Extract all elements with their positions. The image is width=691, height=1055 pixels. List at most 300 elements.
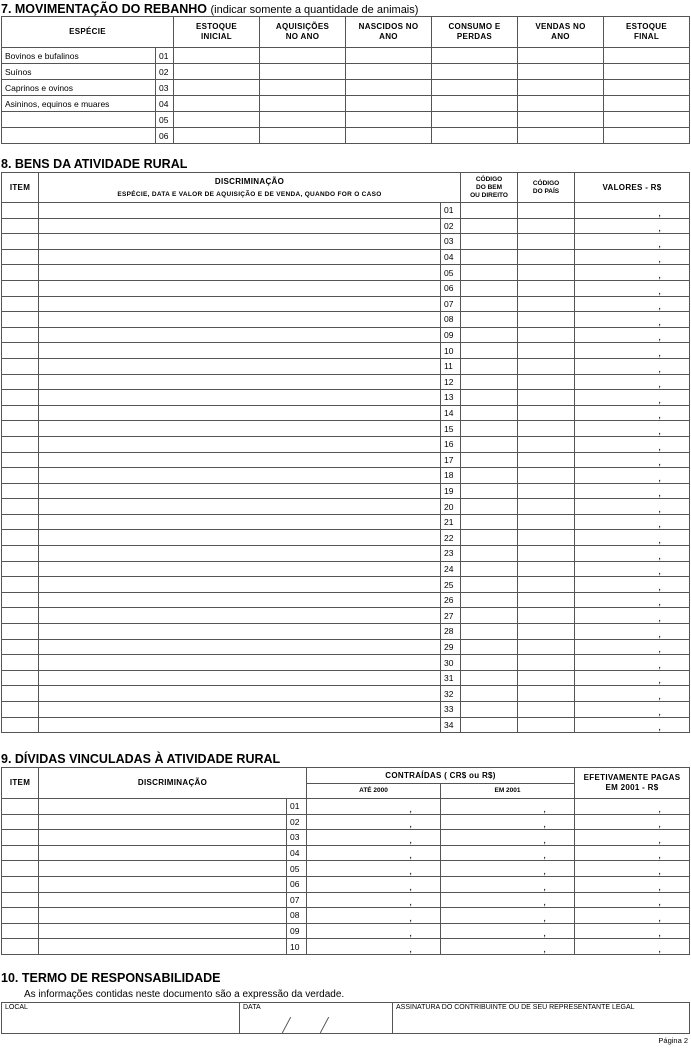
bens-item-cell[interactable] — [2, 561, 39, 577]
bens-valor-cell[interactable]: , — [575, 343, 690, 359]
bens-item-cell[interactable] — [2, 296, 39, 312]
bens-discriminacao-cell[interactable] — [39, 717, 441, 733]
bens-valor-cell[interactable]: , — [575, 717, 690, 733]
bens-item-cell[interactable] — [2, 483, 39, 499]
dividas-row — [2, 861, 690, 877]
bens-valor-cell[interactable]: , — [575, 203, 690, 219]
bens-codigo-bem-cell[interactable] — [461, 655, 518, 671]
dividas-pagas-cell[interactable]: , — [575, 939, 690, 955]
bens-discriminacao-cell[interactable] — [39, 234, 441, 250]
bens-codigo-pais-cell[interactable] — [518, 249, 575, 265]
rebanho-input-cell[interactable] — [432, 48, 518, 64]
bens-codigo-bem-cell[interactable] — [461, 218, 518, 234]
bens-codigo-bem-cell[interactable] — [461, 702, 518, 718]
bens-discriminacao-cell[interactable] — [39, 374, 441, 390]
dividas-discriminacao-cell[interactable] — [39, 908, 287, 924]
dividas-ate2000-cell[interactable]: , — [307, 799, 441, 815]
dividas-item-cell[interactable] — [2, 908, 39, 924]
bens-valor-cell[interactable]: , — [575, 452, 690, 468]
bens-codigo-pais-cell[interactable] — [518, 343, 575, 359]
rebanho-input-cell[interactable] — [174, 112, 260, 128]
dividas-em2001-cell[interactable]: , — [441, 861, 575, 877]
bens-row-number: 10 — [441, 343, 461, 359]
bens-codigo-bem-cell[interactable] — [461, 577, 518, 593]
dividas-em2001-cell[interactable]: , — [441, 923, 575, 939]
bens-item-cell[interactable] — [2, 670, 39, 686]
bens-codigo-pais-cell[interactable] — [518, 203, 575, 219]
bens-codigo-bem-cell[interactable] — [461, 468, 518, 484]
bens-item-cell[interactable] — [2, 405, 39, 421]
bens-item-cell[interactable] — [2, 421, 39, 437]
bens-codigo-pais-cell[interactable] — [518, 436, 575, 452]
bens-codigo-pais-cell[interactable] — [518, 717, 575, 733]
dividas-em2001-cell[interactable]: , — [441, 830, 575, 846]
dividas-row-number: 09 — [287, 923, 307, 939]
bens-codigo-bem-cell[interactable] — [461, 624, 518, 640]
bens-valor-cell[interactable]: , — [575, 561, 690, 577]
dividas-item-cell[interactable] — [2, 876, 39, 892]
dividas-header-discriminacao: DISCRIMINAÇÃO — [39, 768, 307, 799]
bens-discriminacao-cell[interactable] — [39, 468, 441, 484]
dividas-ate2000-cell[interactable]: , — [307, 814, 441, 830]
dividas-pagas-cell[interactable]: , — [575, 814, 690, 830]
dividas-item-cell[interactable] — [2, 830, 39, 846]
bens-codigo-bem-cell[interactable] — [461, 530, 518, 546]
bens-codigo-pais-cell[interactable] — [518, 514, 575, 530]
bens-codigo-bem-cell[interactable] — [461, 421, 518, 437]
bens-codigo-bem-cell[interactable] — [461, 608, 518, 624]
rebanho-input-cell[interactable] — [174, 96, 260, 112]
rebanho-input-cell[interactable] — [174, 80, 260, 96]
rebanho-input-cell[interactable] — [604, 64, 690, 80]
bens-codigo-bem-cell[interactable] — [461, 499, 518, 515]
bens-codigo-pais-cell[interactable] — [518, 265, 575, 281]
bens-valor-cell[interactable]: , — [575, 249, 690, 265]
dividas-em2001-cell[interactable]: , — [441, 876, 575, 892]
bens-valor-cell[interactable]: , — [575, 265, 690, 281]
rebanho-input-cell[interactable] — [518, 128, 604, 144]
bens-valor-cell[interactable]: , — [575, 218, 690, 234]
bens-item-cell[interactable] — [2, 203, 39, 219]
bens-item-cell[interactable] — [2, 608, 39, 624]
dividas-ate2000-cell[interactable]: , — [307, 923, 441, 939]
bens-codigo-pais-cell[interactable] — [518, 608, 575, 624]
bens-codigo-pais-cell[interactable] — [518, 280, 575, 296]
dividas-ate2000-cell[interactable]: , — [307, 845, 441, 861]
bens-discriminacao-cell[interactable] — [39, 592, 441, 608]
bens-item-cell[interactable] — [2, 468, 39, 484]
bens-row-number: 06 — [441, 280, 461, 296]
rebanho-input-cell[interactable] — [260, 128, 346, 144]
bens-row-number: 11 — [441, 358, 461, 374]
dividas-item-cell[interactable] — [2, 861, 39, 877]
rebanho-input-cell[interactable] — [260, 112, 346, 128]
bens-codigo-bem-cell[interactable] — [461, 717, 518, 733]
bens-item-cell[interactable] — [2, 639, 39, 655]
bens-row-number: 09 — [441, 327, 461, 343]
bens-valor-cell[interactable]: , — [575, 483, 690, 499]
bens-discriminacao-cell[interactable] — [39, 499, 441, 515]
bens-codigo-pais-cell[interactable] — [518, 670, 575, 686]
bens-codigo-pais-cell[interactable] — [518, 374, 575, 390]
rebanho-input-cell[interactable] — [604, 112, 690, 128]
bens-codigo-pais-cell[interactable] — [518, 296, 575, 312]
bens-codigo-bem-cell[interactable] — [461, 686, 518, 702]
bens-valor-cell[interactable]: , — [575, 577, 690, 593]
rebanho-input-cell[interactable] — [604, 128, 690, 144]
bens-row — [2, 499, 690, 515]
bens-discriminacao-cell[interactable] — [39, 483, 441, 499]
bens-codigo-pais-cell[interactable] — [518, 546, 575, 562]
rebanho-input-cell[interactable] — [174, 48, 260, 64]
bens-discriminacao-cell[interactable] — [39, 405, 441, 421]
bens-valor-cell[interactable]: , — [575, 702, 690, 718]
bens-codigo-pais-cell[interactable] — [518, 468, 575, 484]
bens-valor-cell[interactable]: , — [575, 670, 690, 686]
bens-discriminacao-cell[interactable] — [39, 702, 441, 718]
bens-codigo-bem-cell[interactable] — [461, 358, 518, 374]
bens-item-cell[interactable] — [2, 655, 39, 671]
dividas-item-cell[interactable] — [2, 923, 39, 939]
date-separator-1 — [282, 1017, 291, 1033]
dividas-item-cell[interactable] — [2, 892, 39, 908]
dividas-em2001-cell[interactable]: , — [441, 814, 575, 830]
bens-discriminacao-cell[interactable] — [39, 608, 441, 624]
bens-row — [2, 670, 690, 686]
bens-valor-cell[interactable]: , — [575, 608, 690, 624]
bens-row-number: 07 — [441, 296, 461, 312]
bens-discriminacao-cell[interactable] — [39, 530, 441, 546]
dividas-discriminacao-cell[interactable] — [39, 939, 287, 955]
bens-codigo-bem-cell[interactable] — [461, 249, 518, 265]
bens-codigo-bem-cell[interactable] — [461, 343, 518, 359]
bens-item-cell[interactable] — [2, 280, 39, 296]
dividas-row-number: 02 — [287, 814, 307, 830]
dividas-header-em2001: EM 2001 — [441, 784, 575, 799]
bens-codigo-bem-cell[interactable] — [461, 405, 518, 421]
dividas-table — [1, 767, 690, 955]
rebanho-row-number: 06 — [156, 128, 174, 144]
dividas-em2001-cell[interactable]: , — [441, 939, 575, 955]
bens-valor-cell[interactable]: , — [575, 312, 690, 328]
bens-codigo-bem-cell[interactable] — [461, 280, 518, 296]
bens-codigo-pais-cell[interactable] — [518, 561, 575, 577]
bens-codigo-pais-cell[interactable] — [518, 405, 575, 421]
rebanho-input-cell[interactable] — [432, 64, 518, 80]
bens-codigo-pais-cell[interactable] — [518, 530, 575, 546]
dividas-ate2000-cell[interactable]: , — [307, 892, 441, 908]
bens-item-cell[interactable] — [2, 514, 39, 530]
dividas-ate2000-cell[interactable]: , — [307, 830, 441, 846]
bens-codigo-bem-cell[interactable] — [461, 312, 518, 328]
bens-discriminacao-cell[interactable] — [39, 265, 441, 281]
dividas-item-cell[interactable] — [2, 799, 39, 815]
rebanho-input-cell[interactable] — [346, 128, 432, 144]
bens-discriminacao-cell[interactable] — [39, 203, 441, 219]
rebanho-input-cell[interactable] — [346, 112, 432, 128]
section-7-subtitle: (indicar somente a quantidade de animais) — [210, 4, 419, 16]
bens-valor-cell[interactable]: , — [575, 374, 690, 390]
rebanho-especie — [2, 112, 156, 128]
bens-row-number: 24 — [441, 561, 461, 577]
bens-discriminacao-cell[interactable] — [39, 436, 441, 452]
dividas-header-row-1 — [2, 768, 690, 784]
dividas-em2001-cell[interactable]: , — [441, 908, 575, 924]
dividas-discriminacao-cell[interactable] — [39, 799, 287, 815]
rebanho-input-cell[interactable] — [432, 96, 518, 112]
assinatura-field[interactable] — [393, 1003, 690, 1034]
rebanho-input-cell[interactable] — [260, 48, 346, 64]
bens-codigo-bem-cell[interactable] — [461, 561, 518, 577]
bens-codigo-pais-cell[interactable] — [518, 655, 575, 671]
bens-codigo-pais-cell[interactable] — [518, 452, 575, 468]
bens-valor-cell[interactable]: , — [575, 358, 690, 374]
dividas-em2001-cell[interactable]: , — [441, 845, 575, 861]
bens-codigo-bem-cell[interactable] — [461, 390, 518, 406]
bens-item-cell[interactable] — [2, 312, 39, 328]
dividas-item-cell[interactable] — [2, 939, 39, 955]
bens-valor-cell[interactable]: , — [575, 421, 690, 437]
bens-row — [2, 561, 690, 577]
header-aquisicoes: AQUISIÇÕES NO ANO — [260, 17, 346, 48]
bens-valor-cell[interactable]: , — [575, 624, 690, 640]
dividas-em2001-cell[interactable]: , — [441, 799, 575, 815]
bens-row — [2, 296, 690, 312]
bens-row-number: 05 — [441, 265, 461, 281]
bens-row — [2, 514, 690, 530]
bens-valor-cell[interactable]: , — [575, 468, 690, 484]
bens-discriminacao-cell[interactable] — [39, 452, 441, 468]
bens-valor-cell[interactable]: , — [575, 592, 690, 608]
bens-item-cell[interactable] — [2, 327, 39, 343]
bens-codigo-pais-cell[interactable] — [518, 312, 575, 328]
bens-discriminacao-cell[interactable] — [39, 577, 441, 593]
bens-discriminacao-cell[interactable] — [39, 390, 441, 406]
dividas-pagas-cell[interactable]: , — [575, 845, 690, 861]
rebanho-input-cell[interactable] — [346, 96, 432, 112]
bens-codigo-bem-cell[interactable] — [461, 327, 518, 343]
bens-discriminacao-cell[interactable] — [39, 514, 441, 530]
bens-codigo-bem-cell[interactable] — [461, 483, 518, 499]
dividas-discriminacao-cell[interactable] — [39, 814, 287, 830]
rebanho-input-cell[interactable] — [260, 80, 346, 96]
bens-row — [2, 280, 690, 296]
bens-item-cell[interactable] — [2, 624, 39, 640]
rebanho-input-cell[interactable] — [432, 128, 518, 144]
bens-valor-cell[interactable]: , — [575, 514, 690, 530]
bens-item-cell[interactable] — [2, 436, 39, 452]
bens-item-cell[interactable] — [2, 218, 39, 234]
rebanho-input-cell[interactable] — [260, 96, 346, 112]
bens-item-cell[interactable] — [2, 686, 39, 702]
dividas-pagas-cell[interactable]: , — [575, 799, 690, 815]
bens-codigo-pais-cell[interactable] — [518, 577, 575, 593]
dividas-pagas-cell[interactable]: , — [575, 892, 690, 908]
rebanho-input-cell[interactable] — [604, 96, 690, 112]
dividas-pagas-cell[interactable]: , — [575, 908, 690, 924]
local-field[interactable] — [2, 1003, 240, 1034]
bens-item-cell[interactable] — [2, 717, 39, 733]
bens-codigo-pais-cell[interactable] — [518, 624, 575, 640]
dividas-ate2000-cell[interactable]: , — [307, 908, 441, 924]
bens-valor-cell[interactable]: , — [575, 655, 690, 671]
bens-codigo-bem-cell[interactable] — [461, 546, 518, 562]
bens-codigo-bem-cell[interactable] — [461, 234, 518, 250]
rebanho-input-cell[interactable] — [518, 96, 604, 112]
dividas-discriminacao-cell[interactable] — [39, 876, 287, 892]
bens-discriminacao-cell[interactable] — [39, 624, 441, 640]
bens-codigo-bem-cell[interactable] — [461, 436, 518, 452]
bens-item-cell[interactable] — [2, 592, 39, 608]
bens-row-number: 17 — [441, 452, 461, 468]
bens-row — [2, 577, 690, 593]
bens-item-cell[interactable] — [2, 530, 39, 546]
bens-codigo-bem-cell[interactable] — [461, 514, 518, 530]
bens-valor-cell[interactable]: , — [575, 234, 690, 250]
bens-codigo-pais-cell[interactable] — [518, 499, 575, 515]
bens-discriminacao-cell[interactable] — [39, 249, 441, 265]
bens-valor-cell[interactable]: , — [575, 405, 690, 421]
bens-valor-cell[interactable]: , — [575, 280, 690, 296]
rebanho-input-cell[interactable] — [174, 64, 260, 80]
bens-discriminacao-cell[interactable] — [39, 546, 441, 562]
bens-codigo-pais-cell[interactable] — [518, 421, 575, 437]
bens-item-cell[interactable] — [2, 343, 39, 359]
bens-item-cell[interactable] — [2, 265, 39, 281]
dividas-pagas-cell[interactable]: , — [575, 923, 690, 939]
rebanho-input-cell[interactable] — [260, 64, 346, 80]
bens-discriminacao-cell[interactable] — [39, 561, 441, 577]
bens-valor-cell[interactable]: , — [575, 639, 690, 655]
dividas-discriminacao-cell[interactable] — [39, 845, 287, 861]
rebanho-input-cell[interactable] — [174, 128, 260, 144]
bens-codigo-pais-cell[interactable] — [518, 234, 575, 250]
rebanho-input-cell[interactable] — [518, 80, 604, 96]
rebanho-input-cell[interactable] — [432, 80, 518, 96]
rebanho-input-cell[interactable] — [432, 112, 518, 128]
bens-row-number: 34 — [441, 717, 461, 733]
bens-item-cell[interactable] — [2, 577, 39, 593]
dividas-pagas-cell[interactable]: , — [575, 830, 690, 846]
bens-codigo-bem-cell[interactable] — [461, 639, 518, 655]
bens-item-cell[interactable] — [2, 702, 39, 718]
bens-valor-cell[interactable]: , — [575, 499, 690, 515]
bens-row — [2, 530, 690, 546]
rebanho-input-cell[interactable] — [518, 64, 604, 80]
bens-codigo-bem-cell[interactable] — [461, 296, 518, 312]
bens-discriminacao-cell[interactable] — [39, 686, 441, 702]
bens-codigo-bem-cell[interactable] — [461, 203, 518, 219]
rebanho-input-cell[interactable] — [604, 80, 690, 96]
rebanho-especie: Bovinos e bufalinos — [2, 48, 156, 64]
dividas-ate2000-cell[interactable]: , — [307, 861, 441, 877]
dividas-item-cell[interactable] — [2, 845, 39, 861]
bens-discriminacao-cell[interactable] — [39, 670, 441, 686]
rebanho-input-cell[interactable] — [604, 48, 690, 64]
bens-discriminacao-cell[interactable] — [39, 327, 441, 343]
bens-row — [2, 468, 690, 484]
rebanho-input-cell[interactable] — [346, 80, 432, 96]
rebanho-input-cell[interactable] — [518, 112, 604, 128]
bens-codigo-pais-cell[interactable] — [518, 218, 575, 234]
bens-codigo-pais-cell[interactable] — [518, 592, 575, 608]
dividas-item-cell[interactable] — [2, 814, 39, 830]
dividas-pagas-cell[interactable]: , — [575, 876, 690, 892]
bens-row-number: 20 — [441, 499, 461, 515]
bens-item-cell[interactable] — [2, 249, 39, 265]
dividas-discriminacao-cell[interactable] — [39, 892, 287, 908]
bens-discriminacao-cell[interactable] — [39, 343, 441, 359]
bens-row — [2, 390, 690, 406]
dividas-discriminacao-cell[interactable] — [39, 861, 287, 877]
bens-codigo-pais-cell[interactable] — [518, 702, 575, 718]
bens-row — [2, 421, 690, 437]
bens-discriminacao-cell[interactable] — [39, 358, 441, 374]
bens-valor-cell[interactable]: , — [575, 390, 690, 406]
bens-item-cell[interactable] — [2, 452, 39, 468]
bens-valor-cell[interactable]: , — [575, 546, 690, 562]
bens-valor-cell[interactable]: , — [575, 686, 690, 702]
dividas-discriminacao-cell[interactable] — [39, 923, 287, 939]
bens-codigo-pais-cell[interactable] — [518, 639, 575, 655]
rebanho-input-cell[interactable] — [518, 48, 604, 64]
header-estoque-inicial: ESTOQUE INICIAL — [174, 17, 260, 48]
bens-codigo-pais-cell[interactable] — [518, 327, 575, 343]
bens-discriminacao-cell[interactable] — [39, 421, 441, 437]
bens-codigo-bem-cell[interactable] — [461, 670, 518, 686]
dividas-em2001-cell[interactable]: , — [441, 892, 575, 908]
bens-item-cell[interactable] — [2, 358, 39, 374]
data-field[interactable] — [240, 1003, 393, 1034]
dividas-discriminacao-cell[interactable] — [39, 830, 287, 846]
bens-discriminacao-cell[interactable] — [39, 280, 441, 296]
bens-valor-cell[interactable]: , — [575, 530, 690, 546]
dividas-row-number: 05 — [287, 861, 307, 877]
bens-discriminacao-cell[interactable] — [39, 218, 441, 234]
bens-codigo-bem-cell[interactable] — [461, 265, 518, 281]
bens-codigo-bem-cell[interactable] — [461, 452, 518, 468]
bens-valor-cell[interactable]: , — [575, 296, 690, 312]
bens-codigo-pais-cell[interactable] — [518, 390, 575, 406]
rebanho-input-cell[interactable] — [346, 48, 432, 64]
bens-item-cell[interactable] — [2, 390, 39, 406]
bens-codigo-pais-cell[interactable] — [518, 483, 575, 499]
dividas-ate2000-cell[interactable]: , — [307, 876, 441, 892]
bens-codigo-bem-cell[interactable] — [461, 592, 518, 608]
rebanho-especie: Suínos — [2, 64, 156, 80]
dividas-row — [2, 939, 690, 955]
bens-valor-cell[interactable]: , — [575, 436, 690, 452]
bens-item-cell[interactable] — [2, 234, 39, 250]
bens-codigo-pais-cell[interactable] — [518, 358, 575, 374]
bens-discriminacao-cell[interactable] — [39, 296, 441, 312]
rebanho-input-cell[interactable] — [346, 64, 432, 80]
bens-codigo-bem-cell[interactable] — [461, 374, 518, 390]
header-consumo: CONSUMO E PERDAS — [432, 17, 518, 48]
dividas-row — [2, 923, 690, 939]
bens-codigo-pais-cell[interactable] — [518, 686, 575, 702]
bens-item-cell[interactable] — [2, 374, 39, 390]
bens-item-cell[interactable] — [2, 546, 39, 562]
bens-discriminacao-cell[interactable] — [39, 639, 441, 655]
dividas-ate2000-cell[interactable]: , — [307, 939, 441, 955]
dividas-pagas-cell[interactable]: , — [575, 861, 690, 877]
bens-discriminacao-cell[interactable] — [39, 655, 441, 671]
bens-valor-cell[interactable]: , — [575, 327, 690, 343]
rebanho-row-number: 04 — [156, 96, 174, 112]
bens-discriminacao-cell[interactable] — [39, 312, 441, 328]
bens-item-cell[interactable] — [2, 499, 39, 515]
